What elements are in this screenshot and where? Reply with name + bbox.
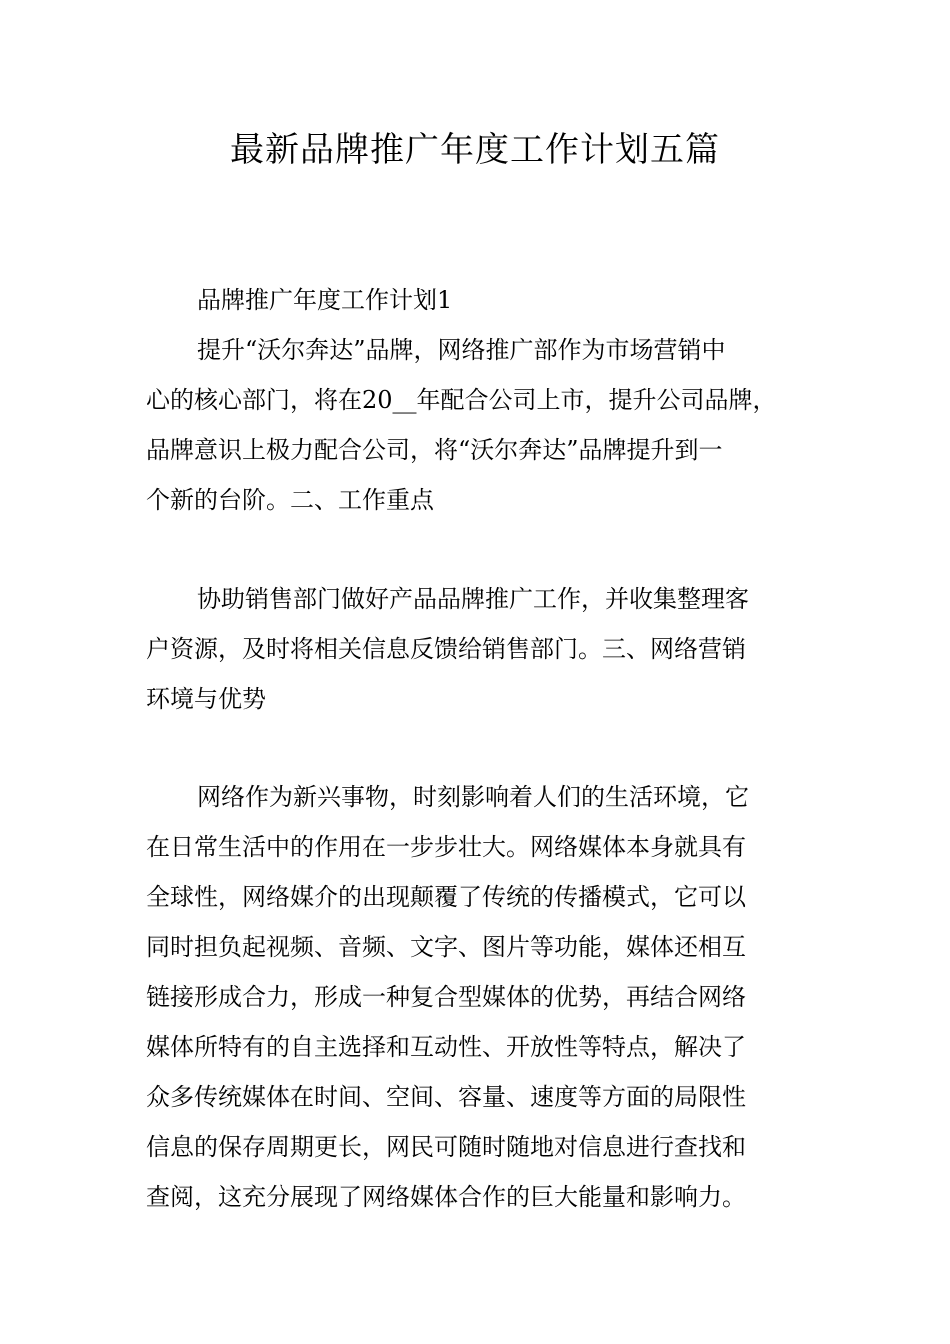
paragraph-line: 众多传统媒体在时间、空间、容量、速度等方面的局限性: [146, 1083, 746, 1111]
section-heading: 品牌推广年度工作计划1: [197, 286, 453, 314]
paragraph-line: 提升“沃尔奔达”品牌，网络推广部作为市场营销中: [197, 336, 726, 364]
paragraph-line: 环境与优势: [146, 685, 266, 713]
paragraph-line: 协助销售部门做好产品品牌推广工作，并收集整理客: [197, 585, 749, 613]
paragraph-line: 个新的台阶。二、工作重点: [146, 486, 434, 514]
paragraph-line: 全球性，网络媒介的出现颠覆了传统的传播模式，它可以: [146, 883, 746, 911]
paragraph-line: 网络作为新兴事物，时刻影响着人们的生活环境，它: [197, 783, 749, 811]
paragraph-line: 媒体所特有的自主选择和互动性、开放性等特点，解决了: [146, 1033, 746, 1061]
paragraph-line: 查阅，这充分展现了网络媒体合作的巨大能量和影响力。: [146, 1183, 746, 1211]
document-title: 最新品牌推广年度工作计划五篇: [230, 130, 720, 170]
paragraph-line: 信息的保存周期更长，网民可随时随地对信息进行查找和: [146, 1133, 746, 1161]
paragraph-line: 户资源，及时将相关信息反馈给销售部门。三、网络营销: [146, 635, 746, 663]
paragraph-line: 同时担负起视频、音频、文字、图片等功能，媒体还相互: [146, 933, 746, 961]
paragraph-line: 品牌意识上极力配合公司，将“沃尔奔达”品牌提升到一: [146, 436, 723, 464]
paragraph-line: 在日常生活中的作用在一步步壮大。网络媒体本身就具有: [146, 833, 746, 861]
paragraph-line: 链接形成合力，形成一种复合型媒体的优势，再结合网络: [146, 983, 746, 1011]
paragraph-line: 心的核心部门，将在20__年配合公司上市，提升公司品牌，: [146, 386, 777, 414]
